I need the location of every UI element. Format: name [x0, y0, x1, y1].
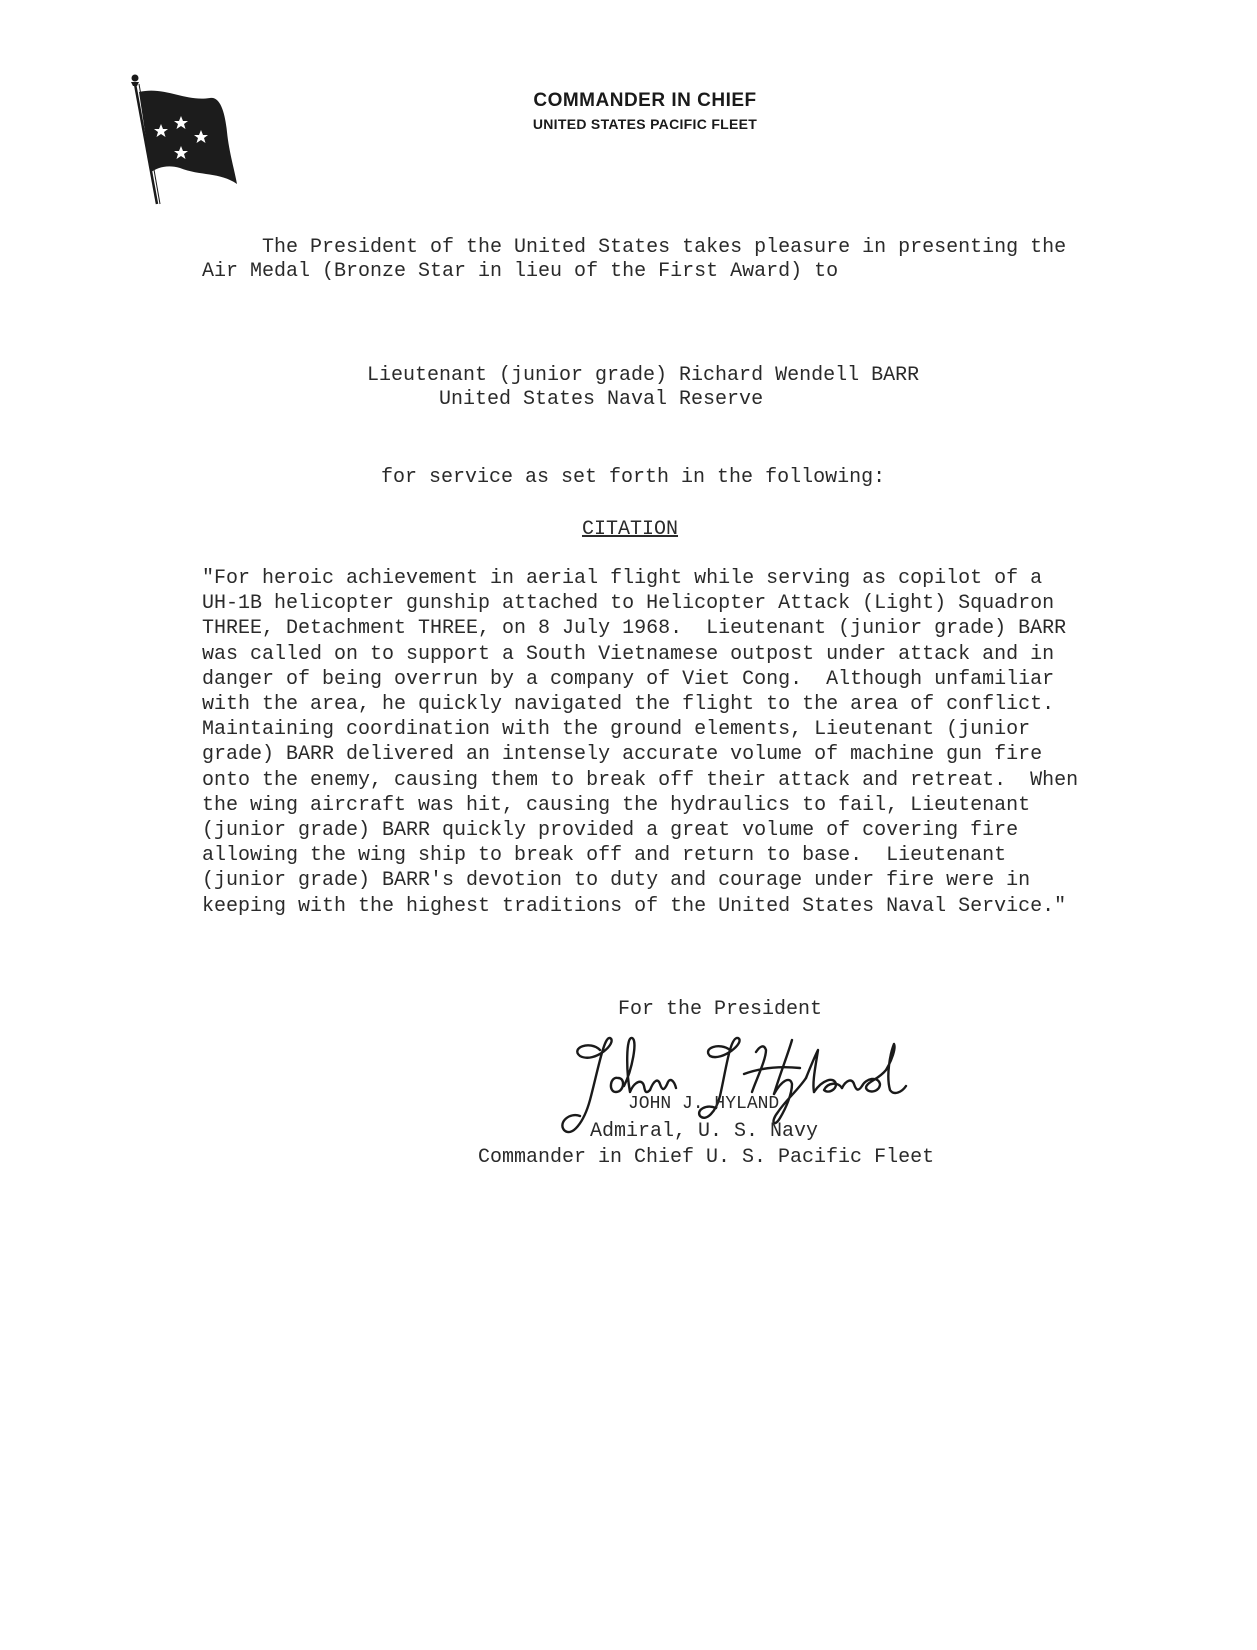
letterhead-subtitle: UNITED STATES PACIFIC FLEET	[532, 116, 758, 132]
citation-body	[202, 566, 1078, 919]
citation-line: THREE, Detachment THREE, on 8 July 1968. Lieutenant (junior grade) BARR	[202, 617, 1067, 641]
intro-paragraph	[202, 236, 1066, 284]
citation-line: was called on to support a South Vietnamese outpost under attack and in	[202, 642, 1055, 666]
citation-line: grade) BARR delivered an intensely accurate volume of machine gun fire	[202, 743, 1043, 767]
citation-line: the wing aircraft was hit, causing the hydraulics to fail, Lieutenant	[202, 793, 1031, 817]
citation-line: keeping with the highest traditions of the United States Naval Service."	[202, 894, 1067, 918]
signer-name: JOHN J. HYLAND	[628, 1094, 780, 1114]
citation-line: (junior grade) BARR's devotion to duty and courage under fire were in	[202, 869, 1031, 893]
citation-line: danger of being overrun by a company of Viet Cong. Although unfamiliar	[202, 667, 1055, 691]
recipient-block	[367, 364, 919, 412]
citation-line: Maintaining coordination with the ground elements, Lieutenant (junior	[202, 718, 1031, 742]
citation-heading: CITATION	[582, 518, 679, 541]
signer-rank: Admiral, U. S. Navy	[590, 1120, 819, 1143]
signer-office: Commander in Chief U. S. Pacific Fleet	[478, 1146, 935, 1169]
citation-line: UH-1B helicopter gunship attached to Helicopter Attack (Light) Squadron	[202, 592, 1055, 616]
citation-line: with the area, he quickly navigated the flight to the area of conflict.	[202, 693, 1055, 717]
citation-line: allowing the wing ship to break off and return to base. Lieutenant	[202, 844, 1007, 868]
letterhead	[480, 90, 810, 132]
intro-line-2: Air Medal (Bronze Star in lieu of the First Award) to	[202, 260, 839, 283]
citation-line: onto the enemy, causing them to break off their attack and retreat. When	[202, 768, 1079, 792]
letterhead-title: COMMANDER IN CHIEF	[533, 90, 757, 111]
citation-line: "For heroic achievement in aerial flight while serving as copilot of a	[202, 567, 1043, 590]
service-line: for service as set forth in the following:	[381, 466, 886, 489]
closing-for-president: For the President	[618, 998, 823, 1021]
admiral-flag-icon	[125, 72, 245, 212]
recipient-name: Lieutenant (junior grade) Richard Wendell BARR	[367, 364, 920, 387]
citation-line: (junior grade) BARR quickly provided a great volume of covering fire	[202, 819, 1019, 843]
intro-line-1: The President of the United States takes pleasure in presenting the	[202, 236, 1067, 259]
recipient-service: United States Naval Reserve	[367, 388, 764, 411]
